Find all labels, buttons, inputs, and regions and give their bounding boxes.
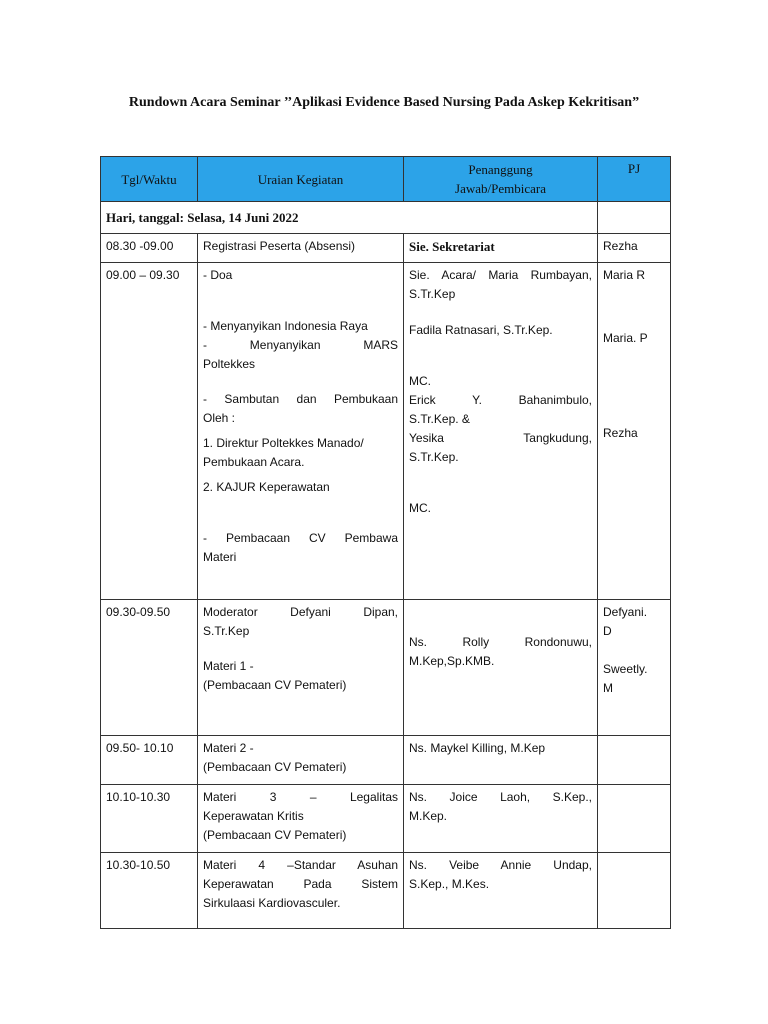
activity-line: Moderator Defyani Dipan, — [203, 605, 398, 619]
activity-line: - Doa — [203, 268, 233, 282]
pj-cell — [598, 785, 671, 853]
time-cell: 08.30 -09.00 — [101, 234, 198, 263]
activity-line: (Pembacaan CV Pemateri) — [203, 828, 347, 842]
responsible-line: S.Tr.Kep. — [409, 450, 459, 464]
responsible-line: Ns. Joice Laoh, S.Kep., — [409, 790, 592, 804]
responsible-line: M.Kep,Sp.KMB. — [409, 654, 495, 668]
activity-line: Materi 1 - — [203, 659, 254, 673]
pj-line: Maria. P — [603, 331, 648, 345]
responsible-line: MC. — [409, 374, 431, 388]
header-tgl-waktu: Tgl/Waktu — [101, 157, 198, 202]
day-row — [101, 202, 671, 234]
day-label: Hari, tanggal: Selasa, 14 Juni 2022 — [101, 202, 598, 234]
activity-line: 2. KAJUR Keperawatan — [203, 480, 330, 494]
header-penanggung-jawab — [404, 157, 598, 202]
responsible-line: Ns. Veibe Annie Undap, — [409, 858, 592, 872]
table-row — [101, 736, 671, 785]
responsible-line: M.Kep. — [409, 809, 448, 823]
pj-line: Rezha — [603, 426, 638, 440]
activity-cell — [198, 263, 404, 600]
activity-line: Materi 4 –Standar Asuhan — [203, 858, 398, 872]
activity-line: Materi 3 – Legalitas — [203, 790, 398, 804]
activity-cell — [198, 600, 404, 736]
time-cell: 10.30-10.50 — [101, 853, 198, 929]
table-row — [101, 853, 671, 929]
header-pj: PJ — [598, 157, 671, 202]
activity-line: - Sambutan dan Pembukaan — [203, 392, 398, 406]
responsible-line: MC. — [409, 501, 431, 515]
responsible-cell — [404, 600, 598, 736]
pj-cell — [598, 736, 671, 785]
pj-line: Defyani. — [603, 605, 648, 619]
pj-line: M — [603, 681, 613, 695]
activity-line: Poltekkes — [203, 357, 256, 371]
activity-line: Sirkulaasi Kardiovasculer. — [203, 896, 341, 910]
rundown-table — [100, 156, 671, 929]
responsible-line: Ns. Rolly Rondonuwu, — [409, 635, 592, 649]
activity-cell — [198, 853, 404, 929]
pj-cell: Rezha — [598, 234, 671, 263]
responsible-line: S.Tr.Kep — [409, 287, 456, 301]
responsible-line: Sie. Acara/ Maria Rumbayan, — [409, 268, 592, 282]
header-uraian-kegiatan: Uraian Kegiatan — [198, 157, 404, 202]
responsible-cell — [404, 853, 598, 929]
responsible-cell — [404, 263, 598, 600]
table-row — [101, 234, 671, 263]
activity-line: 1. Direktur Poltekkes Manado/ — [203, 436, 364, 450]
pj-cell — [598, 853, 671, 929]
time-cell: 09.30-09.50 — [101, 600, 198, 736]
pj-line: Maria R — [603, 268, 646, 282]
activity-line: - Menyanyikan MARS — [203, 338, 398, 352]
responsible-cell: Ns. Maykel Killing, M.Kep — [404, 736, 598, 785]
activity-line: Keperawatan Kritis — [203, 809, 304, 823]
activity-line: (Pembacaan CV Pemateri) — [203, 760, 347, 774]
table-row — [101, 600, 671, 736]
table-row — [101, 785, 671, 853]
activity-line: Keperawatan Pada Sistem — [203, 877, 398, 891]
day-pj-cell — [598, 202, 671, 234]
responsible-line: S.Tr.Kep. & — [409, 412, 470, 426]
header-penanggung-line2: Jawab/Pembicara — [455, 181, 546, 196]
pj-cell — [598, 600, 671, 736]
activity-line: Materi — [203, 550, 237, 564]
time-cell: 09.50- 10.10 — [101, 736, 198, 785]
responsible-line: Erick Y. Bahanimbulo, — [409, 393, 592, 407]
document-title: Rundown Acara Seminar ’’Aplikasi Evidence Based Nursing Pada Askep Kekritisan” — [128, 95, 640, 110]
activity-line: - Pembacaan CV Pembawa — [203, 531, 398, 545]
table-row — [101, 263, 671, 600]
activity-line: Oleh : — [203, 411, 236, 425]
activity-cell: Registrasi Peserta (Absensi) — [198, 234, 404, 263]
activity-cell — [198, 785, 404, 853]
pj-cell — [598, 263, 671, 600]
responsible-line: Yesika Tangkudung, — [409, 431, 592, 445]
responsible-line: S.Kep., M.Kes. — [409, 877, 490, 891]
pj-line: D — [603, 624, 612, 638]
activity-line: Materi 2 - — [203, 741, 254, 755]
responsible-cell: Sie. Sekretariat — [404, 234, 598, 263]
activity-line: (Pembacaan CV Pemateri) — [203, 678, 347, 692]
header-penanggung-line1: Penanggung — [468, 162, 533, 177]
activity-cell — [198, 736, 404, 785]
time-cell: 10.10-10.30 — [101, 785, 198, 853]
responsible-line: Fadila Ratnasari, S.Tr.Kep. — [409, 323, 553, 337]
table-header-row — [101, 157, 671, 202]
pj-line: Sweetly. — [603, 662, 648, 676]
activity-line: - Menyanyikan Indonesia Raya — [203, 319, 368, 333]
activity-line: Pembukaan Acara. — [203, 455, 305, 469]
activity-line: S.Tr.Kep — [203, 624, 250, 638]
responsible-cell — [404, 785, 598, 853]
time-cell: 09.00 – 09.30 — [101, 263, 198, 600]
